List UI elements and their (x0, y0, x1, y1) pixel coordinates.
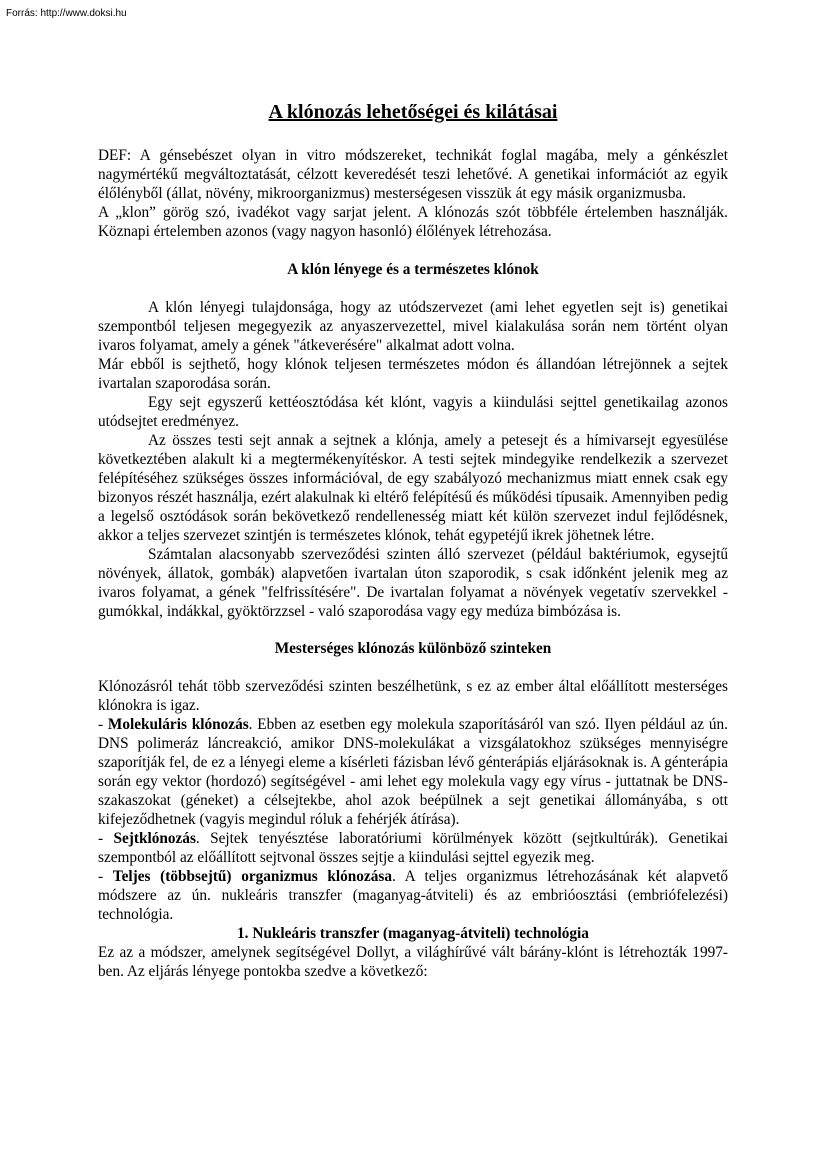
list-bullet: - (98, 830, 114, 847)
term-bold: Molekuláris klónozás (107, 716, 249, 733)
list-item-molecular-cloning (98, 715, 728, 829)
term-bold: Sejtklónozás (113, 830, 196, 847)
paragraph: A klón lényegi tulajdonsága, hogy az utódszervezet (ami lehet egyetlen sejt is) genetikai szempontból teljesen megegyezik az anyaszervezettel, mivel kialakulása során nem történt olyan ivaros folyamat, amely a gének "átkeverésére" alkalmat adott volna. (98, 299, 728, 354)
document-title: A klónozás lehetőségei és kilátásai (268, 101, 558, 123)
paragraph: Az összes testi sejt annak a sejtnek a klónja, amely a petesejt és a hímivarsejt egyesülése következtében alakult ki a megtermékenyítéskor. A testi sejtek mindegyike rendelkezik a szervezet felépítéséhez szükséges összes információval, de egy szabályozó mechanizmus miatt ennek csak egy bizonyos részét használja, ezért alakulnak ki eltérő felépítésű és működési típusaik. Amennyiben pedig a legelső osztódások során bekövetkező rendellenesség miatt két külön szervezet indul fejlődésnek, akkor a teljes szervezet szintjén is természetes klónok, tehát egypetéjű ikrek jöhetnek létre. (98, 432, 728, 544)
paragraph: Számtalan alacsonyabb szerveződési szinten álló szervezet (például baktériumok, egysejtű növények, állatok, gombák) alapvetően ivartalan úton szaporodik, s csak időnként jelenik meg az ivaros folyamat, a gének "felfrissítésére". De ivartalan folyamat a növények vegetatív szervekkel - gumókkal, indákkal, gyöktörzzsel - való szaporodása vagy egy medúza bimbózása is. (98, 546, 728, 620)
subsection-heading-nuclear-transfer: 1. Nukleáris transzfer (maganyag-átviteli) technológia (237, 925, 589, 942)
term-description: . Sejtek tenyésztése laboratóriumi körülmények között (sejtkultúrák). Genetikai szempontból az előállított sejtvonal összes sejtje a kiindulási sejttel egyezik meg. (98, 830, 728, 866)
paragraph: Ez az a módszer, amelynek segítségével Dollyt, a világhírűvé vált bárány-klónt is létrehozták 1997-ben. Az eljárás lényege pontokba szedve a következő: (98, 944, 728, 980)
term-description: . A teljes organizmus létrehozásának két alapvető módszere az ún. nukleáris transzfer (maganyag-átviteli) és az embrióosztási (embriófelezési) technológia. (98, 868, 728, 923)
section-heading-natural-clones: A klón lényege és a természetes klónok (287, 261, 539, 278)
list-bullet: - (98, 716, 108, 733)
term-description: . Ebben az esetben egy molekula szaporításáról van szó. Ilyen például az ún. DNS polimeráz láncreakció, amikor DNS-molekulákat a vizsgálatokhoz szükséges mennyiségre szaporítják fel, de ez a lényegi eleme a kísérleti fázisban lévő génterápiás eljárásoknak is. A génterápia során egy vektor (hordozó) segítségével - ami lehet egy molekula vagy egy vírus - juttatnak be DNS-szakaszokat (géneket) a célsejtekbe, ahol azok beépülnek a sejt genetikai állományába, s ott kifejeződhetnek (vagyis megindul róluk a fehérjék átírása). (98, 716, 728, 828)
list-item-organism-cloning (98, 867, 728, 924)
list-item-cell-cloning (98, 829, 728, 867)
intro-definition: DEF: A génsebészet olyan in vitro módszereket, technikát foglal magába, mely a génkészlet nagymértékű megváltoztatását, célzott keveredését teszi lehetővé. A genetikai információt az egyik élőlényből (állat, növény, mikroorganizmus) mesterségesen visszük át egy másik organizmusba. (98, 147, 728, 202)
paragraph: Már ebből is sejthető, hogy klónok teljesen természetes módon és állandóan létrejönnek a sejtek ivartalan szaporodása során. (98, 356, 728, 392)
intro-klon-meaning: A „klon” görög szó, ivadékot vagy sarjat jelent. A klónozás szót többféle értelemben használják. Köznapi értelemben azonos (vagy nagyon hasonló) élőlények létrehozása. (98, 204, 728, 240)
paragraph: Klónozásról tehát több szerveződési szinten beszélhetünk, s ez az ember által előállított mesterséges klónokra is igaz. (98, 678, 728, 714)
section-heading-artificial-cloning: Mesterséges klónozás különböző szinteken (274, 640, 552, 657)
paragraph: Egy sejt egyszerű kettéosztódása két klónt, vagyis a kiindulási sejttel genetikailag azonos utódsejtet eredményez. (98, 394, 728, 430)
term-bold: Teljes (többsejtű) organizmus klónozása (112, 868, 392, 885)
source-note: Forrás: http://www.doksi.hu (6, 8, 127, 19)
list-bullet: - (98, 868, 113, 885)
document-page (98, 100, 728, 981)
